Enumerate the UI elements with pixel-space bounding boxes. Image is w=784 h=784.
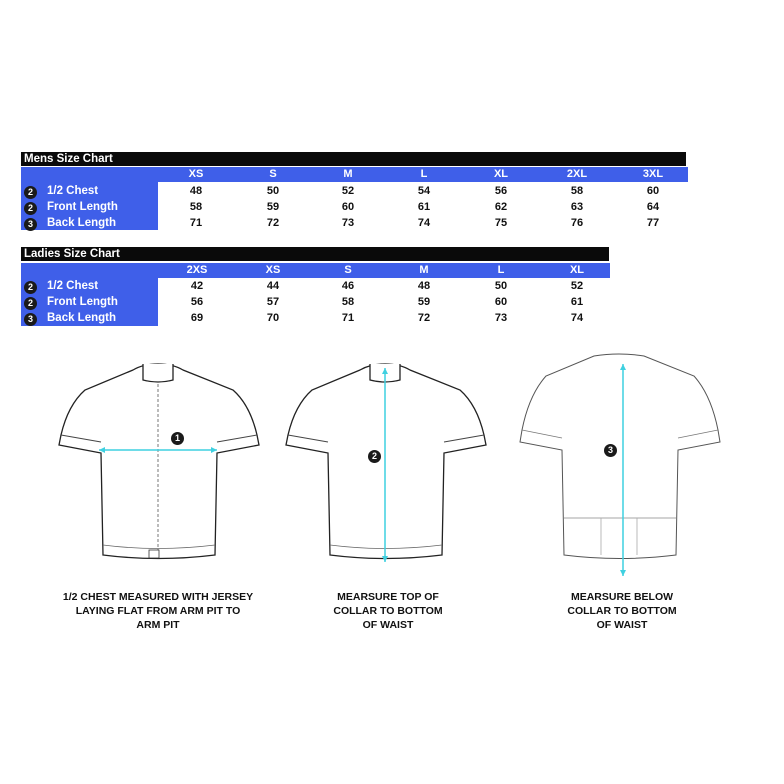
ladies-value: 52 (570, 280, 584, 292)
mens-value: 61 (417, 201, 431, 213)
ladies-size-header-row (21, 263, 610, 278)
mens-value: 64 (646, 201, 660, 213)
mens-value: 52 (341, 185, 355, 197)
badge-icon: 2 (24, 297, 37, 310)
badge-icon: 2 (368, 450, 381, 463)
mens-value: 60 (646, 185, 660, 197)
mens-value: 63 (570, 201, 584, 213)
ladies-value: 69 (190, 312, 204, 324)
badge-icon: 3 (24, 218, 37, 231)
ladies-size-2xs: 2XS (186, 264, 208, 276)
ladies-value: 74 (570, 312, 584, 324)
ladies-value: 48 (417, 280, 431, 292)
mens-size-m: M (343, 168, 353, 180)
mens-value: 58 (189, 201, 203, 213)
badge-icon: 2 (24, 186, 37, 199)
ladies-value: 72 (417, 312, 431, 324)
mens-value: 72 (266, 217, 280, 229)
badge-icon: 3 (24, 313, 37, 326)
mens-row-label-chest: 1/2 Chest (47, 185, 99, 197)
ladies-row-label-back-length: Back Length (47, 312, 117, 324)
mens-size-s: S (269, 168, 277, 180)
ladies-value: 46 (341, 280, 355, 292)
mens-size-xl: XL (493, 168, 509, 180)
jersey-front-length-diagram (272, 350, 502, 570)
ladies-value: 57 (266, 296, 280, 308)
ladies-size-s: S (344, 264, 352, 276)
mens-value: 76 (570, 217, 584, 229)
mens-value: 75 (494, 217, 508, 229)
caption-front-length: MEARSURE TOP OF COLLAR TO BOTTOM OF WAIST (333, 591, 443, 631)
jersey-back-length-diagram (506, 350, 736, 580)
mens-value: 56 (494, 185, 508, 197)
mens-value: 62 (494, 201, 508, 213)
ladies-chart-title: Ladies Size Chart (21, 247, 609, 261)
ladies-size-xs: XS (265, 264, 281, 276)
badge-icon: 1 (171, 432, 184, 445)
mens-value: 50 (266, 185, 280, 197)
mens-size-l: L (420, 168, 428, 180)
mens-size-3xl: 3XL (642, 168, 664, 180)
mens-row-label-back-length: Back Length (47, 217, 117, 229)
mens-value: 54 (417, 185, 431, 197)
ladies-value: 59 (417, 296, 431, 308)
mens-value: 48 (189, 185, 203, 197)
ladies-size-l: L (497, 264, 505, 276)
ladies-row-label-front-length: Front Length (47, 296, 118, 308)
ladies-size-xl: XL (569, 264, 585, 276)
caption-chest: 1/2 CHEST MEASURED WITH JERSEY LAYING FLAT FROM ARM PIT TO ARM PIT (62, 591, 254, 631)
ladies-value: 73 (494, 312, 508, 324)
mens-size-header-row (21, 167, 688, 182)
ladies-value: 71 (341, 312, 355, 324)
mens-row-label-front-length: Front Length (47, 201, 118, 213)
mens-size-2xl: 2XL (566, 168, 588, 180)
ladies-value: 50 (494, 280, 508, 292)
badge-icon: 2 (24, 202, 37, 215)
badge-icon: 2 (24, 281, 37, 294)
mens-size-xs: XS (188, 168, 204, 180)
mens-value: 58 (570, 185, 584, 197)
mens-value: 59 (266, 201, 280, 213)
ladies-value: 61 (570, 296, 584, 308)
mens-value: 73 (341, 217, 355, 229)
ladies-value: 70 (266, 312, 280, 324)
ladies-size-m: M (419, 264, 429, 276)
badge-icon: 3 (604, 444, 617, 457)
jersey-front-chest-diagram (45, 350, 275, 570)
ladies-row-label-chest: 1/2 Chest (47, 280, 99, 292)
caption-back-length: MEARSURE BELOW COLLAR TO BOTTOM OF WAIST (567, 591, 677, 631)
ladies-value: 56 (190, 296, 204, 308)
mens-value: 77 (646, 217, 660, 229)
ladies-value: 60 (494, 296, 508, 308)
ladies-value: 42 (190, 280, 204, 292)
mens-value: 60 (341, 201, 355, 213)
mens-chart-title: Mens Size Chart (21, 152, 686, 166)
mens-value: 74 (417, 217, 431, 229)
ladies-value: 44 (266, 280, 280, 292)
ladies-value: 58 (341, 296, 355, 308)
mens-value: 71 (189, 217, 203, 229)
